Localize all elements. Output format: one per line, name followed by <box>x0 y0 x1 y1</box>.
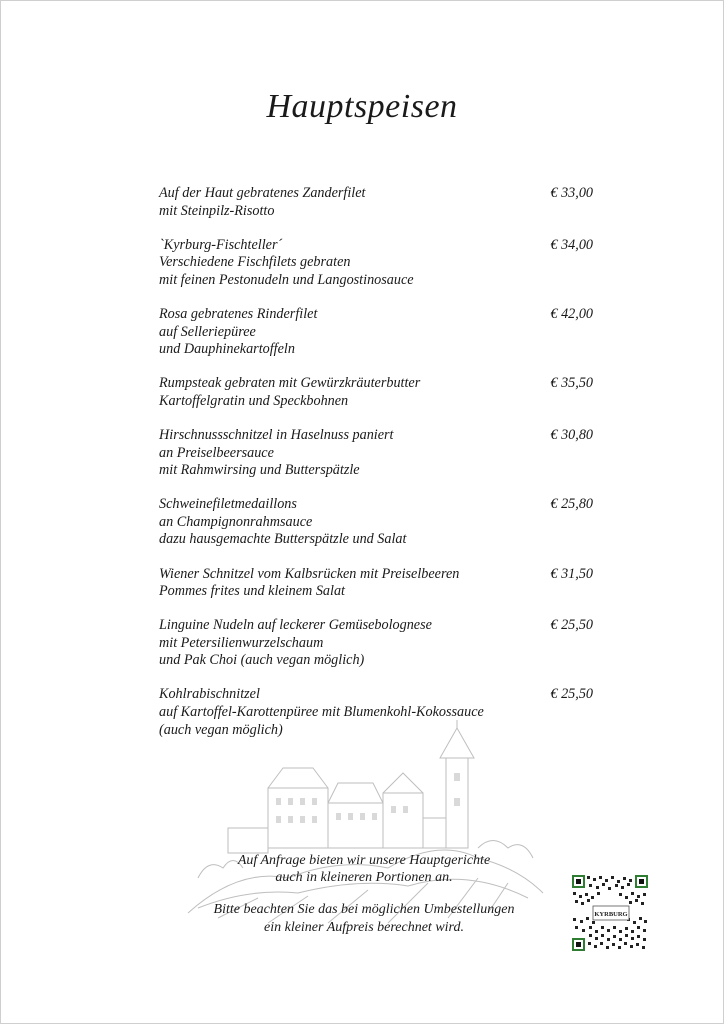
portion-note-line: Auf Anfrage bieten wir unsere Hauptgerichte <box>237 853 491 868</box>
surcharge-note-line: Bitte beachten Sie das bei möglichen Umbestellungen <box>213 902 515 918</box>
menu-item <box>159 566 599 601</box>
menu-item <box>159 427 599 480</box>
portion-note <box>150 852 578 886</box>
surcharge-note <box>150 901 578 935</box>
menu-item-name: Kohlrabischnitzel <box>159 686 260 703</box>
page-title: Hauptspeisen <box>266 88 458 125</box>
menu-item-price: € 30,80 <box>550 426 593 443</box>
menu-item-description: Kartoffelgratin und Speckbohnen <box>159 392 349 409</box>
menu-item-price: € 35,50 <box>550 375 593 392</box>
menu-item-name: Linguine Nudeln auf leckerer Gemüsebolognese <box>159 617 432 634</box>
menu-item-description: auf Kartoffel-Karottenpüree mit Blumenkohl-Kokossauce <box>159 704 484 721</box>
menu-item-price: € 25,80 <box>550 496 593 513</box>
menu-item-name: Auf der Haut gebratenes Zanderfilet <box>159 185 366 201</box>
menu-item-name: Schweinefiletmedaillons <box>159 496 297 513</box>
surcharge-note-line: ein kleiner Aufpreis berechnet wird. <box>264 919 464 935</box>
menu-item <box>159 185 599 220</box>
menu-item-description: an Champignonrahmsauce <box>159 513 313 530</box>
menu-item-description: mit Rahmwirsing und Butterspätzle <box>159 462 360 479</box>
portion-note-line: auch in kleineren Portionen an. <box>275 870 453 886</box>
menu-item <box>159 306 599 359</box>
menu-item <box>159 617 599 670</box>
menu-item <box>159 375 599 410</box>
menu-item-price: € 25,50 <box>550 617 593 634</box>
menu-item-description: dazu hausgemachte Butterspätzle und Salat <box>159 531 407 548</box>
footer-notes <box>150 852 578 951</box>
menu-item-description: und Dauphinekartoffeln <box>159 341 295 358</box>
menu-item <box>159 496 599 549</box>
menu-item-price: € 33,00 <box>550 185 593 201</box>
qr-code-icon[interactable] <box>571 874 649 952</box>
menu-item-price: € 42,00 <box>550 305 593 322</box>
menu-item-description: Verschiedene Fischfilets gebraten <box>159 254 351 271</box>
menu-item-description: auf Selleriepüree <box>159 323 256 340</box>
menu-item-name: `Kyrburg-Fischteller´ <box>159 236 283 253</box>
menu-item-description: Pommes frites und kleinem Salat <box>159 583 345 600</box>
menu-item-name: Rosa gebratenes Rinderfilet <box>159 305 318 322</box>
menu-item-name: Hirschnussschnitzel in Haselnuss paniert <box>159 426 394 443</box>
menu-item-description: und Pak Choi (auch vegan möglich) <box>159 652 365 669</box>
menu-item-description: mit Petersilienwurzelschaum <box>159 634 324 651</box>
menu-item-description: mit Steinpilz-Risotto <box>159 202 275 219</box>
menu-item <box>159 686 599 739</box>
qr-logo-text: KYRBURG <box>594 911 628 918</box>
menu-item-description: mit feinen Pestonudeln und Langostinosauce <box>159 271 414 288</box>
menu-list <box>159 185 599 756</box>
menu-item <box>159 237 599 290</box>
menu-item-price: € 25,50 <box>550 686 593 703</box>
menu-item-description: (auch vegan möglich) <box>159 721 283 738</box>
menu-item-price: € 31,50 <box>550 565 593 582</box>
menu-item-description: an Preiselbeersauce <box>159 444 274 461</box>
menu-item-price: € 34,00 <box>550 236 593 253</box>
menu-item-name: Wiener Schnitzel vom Kalbsrücken mit Preiselbeeren <box>159 565 460 582</box>
menu-item-name: Rumpsteak gebraten mit Gewürzkräuterbutter <box>159 375 421 392</box>
